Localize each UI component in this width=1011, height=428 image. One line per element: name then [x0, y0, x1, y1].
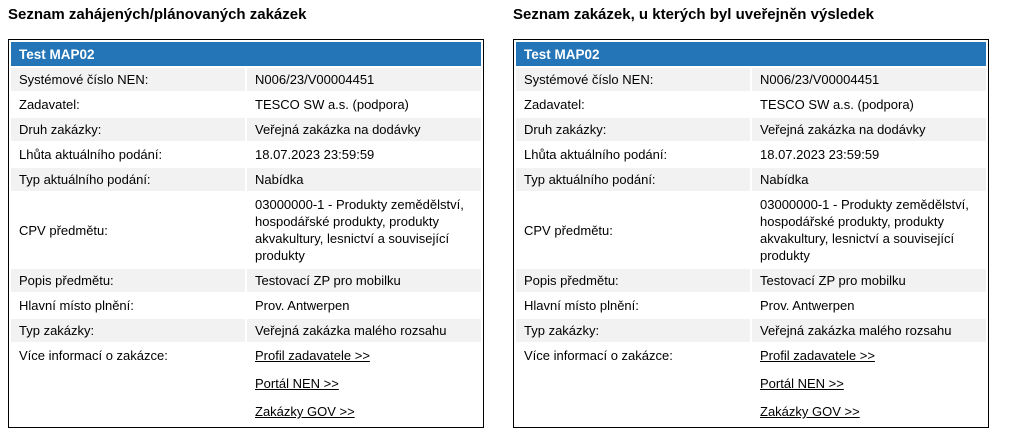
row-value: Veřejná zakázka na dodávky: [752, 118, 986, 141]
row-value: TESCO SW a.s. (podpora): [247, 93, 481, 116]
row-label: Druh zakázky:: [11, 118, 245, 141]
table-row: [11, 269, 481, 292]
row-value: Veřejná zakázka malého rozsahu: [752, 319, 986, 342]
table-row: [516, 118, 986, 141]
row-label: Lhůta aktuálního podání:: [11, 143, 245, 166]
link-zakazky-gov[interactable]: Zakázky GOV >>: [760, 404, 860, 419]
row-value: Veřejná zakázka na dodávky: [247, 118, 481, 141]
card-header-row: [516, 42, 986, 66]
row-label: Typ zakázky:: [11, 319, 245, 342]
table-row: [516, 319, 986, 342]
card-title: Test MAP02: [516, 42, 986, 66]
row-value: 18.07.2023 23:59:59: [247, 143, 481, 166]
tender-info-table: [9, 40, 483, 427]
more-info-links: [752, 344, 986, 425]
row-label: Zadavatel:: [11, 93, 245, 116]
row-value: Veřejná zakázka malého rozsahu: [247, 319, 481, 342]
table-row: [11, 168, 481, 191]
row-value: Nabídka: [752, 168, 986, 191]
row-value: Prov. Antwerpen: [247, 294, 481, 317]
table-row: [11, 68, 481, 91]
row-label: Typ aktuálního podání:: [11, 168, 245, 191]
link-zakazky-gov[interactable]: Zakázky GOV >>: [255, 404, 355, 419]
row-value: Testovací ZP pro mobilku: [247, 269, 481, 292]
page-title: Seznam zakázek, u kterých byl uveřejněn výsledek: [513, 6, 875, 23]
row-value: TESCO SW a.s. (podpora): [752, 93, 986, 116]
table-row: [516, 143, 986, 166]
row-label: CPV předmětu:: [11, 193, 245, 267]
row-label: Více informací o zakázce:: [516, 344, 750, 425]
row-value: 03000000-1 - Produkty zemědělství, hospodářské produkty, produkty akvakultury, lesnictví a související produkty: [752, 193, 986, 267]
tender-card: [513, 39, 989, 428]
page-title: Seznam zahájených/plánovaných zakázek: [8, 6, 307, 23]
row-value: N006/23/V00004451: [752, 68, 986, 91]
table-row: [516, 294, 986, 317]
link-portal-nen[interactable]: Portál NEN >>: [760, 376, 844, 391]
tender-card: [8, 39, 484, 428]
row-label: Zadavatel:: [516, 93, 750, 116]
row-label: Hlavní místo plnění:: [11, 294, 245, 317]
table-row: [516, 93, 986, 116]
table-row: [516, 68, 986, 91]
panel-published-result-tenders: [513, 5, 989, 428]
row-label: Popis předmětu:: [516, 269, 750, 292]
row-value: Testovací ZP pro mobilku: [752, 269, 986, 292]
row-label: Druh zakázky:: [516, 118, 750, 141]
row-value: N006/23/V00004451: [247, 68, 481, 91]
table-row: [11, 93, 481, 116]
row-label: Typ zakázky:: [516, 319, 750, 342]
table-row: [11, 294, 481, 317]
row-label: Systémové číslo NEN:: [11, 68, 245, 91]
row-value: Nabídka: [247, 168, 481, 191]
table-row: [11, 118, 481, 141]
row-value: 18.07.2023 23:59:59: [752, 143, 986, 166]
row-label: Popis předmětu:: [11, 269, 245, 292]
link-profil-zadavatele[interactable]: Profil zadavatele >>: [255, 348, 370, 363]
card-header-row: [11, 42, 481, 66]
row-label: CPV předmětu:: [516, 193, 750, 267]
row-label: Systémové číslo NEN:: [516, 68, 750, 91]
row-label: Hlavní místo plnění:: [516, 294, 750, 317]
table-row: [11, 143, 481, 166]
row-label: Lhůta aktuálního podání:: [516, 143, 750, 166]
row-value: 03000000-1 - Produkty zemědělství, hospodářské produkty, produkty akvakultury, lesnictví a související produkty: [247, 193, 481, 267]
tender-info-table: [514, 40, 988, 427]
more-info-row: [11, 344, 481, 425]
link-portal-nen[interactable]: Portál NEN >>: [255, 376, 339, 391]
row-label: Více informací o zakázce:: [11, 344, 245, 425]
table-row: [516, 193, 986, 267]
link-profil-zadavatele[interactable]: Profil zadavatele >>: [760, 348, 875, 363]
panel-started-planned-tenders: [8, 5, 484, 428]
more-info-links: [247, 344, 481, 425]
row-value: Prov. Antwerpen: [752, 294, 986, 317]
card-title: Test MAP02: [11, 42, 481, 66]
row-label: Typ aktuálního podání:: [516, 168, 750, 191]
table-row: [516, 269, 986, 292]
table-row: [516, 168, 986, 191]
table-row: [11, 319, 481, 342]
table-row: [11, 193, 481, 267]
more-info-row: [516, 344, 986, 425]
